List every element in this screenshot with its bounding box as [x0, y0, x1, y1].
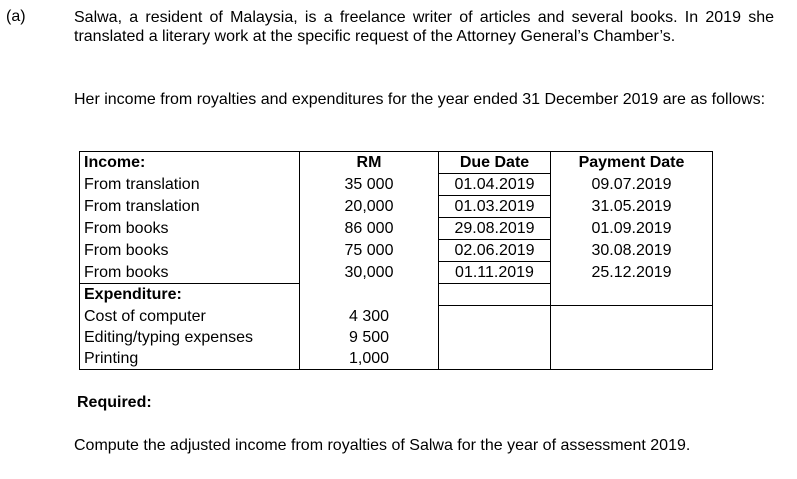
empty-cell: [439, 327, 551, 348]
income-amount: 86 000: [300, 218, 439, 240]
income-due-date: 01.04.2019: [439, 174, 551, 196]
empty-cell: [439, 348, 551, 370]
empty-cell: [439, 284, 551, 306]
income-amount: 30,000: [300, 262, 439, 284]
income-payment-date: 31.05.2019: [551, 196, 713, 218]
expenditure-item: Printing: [80, 348, 300, 370]
income-due-date: 01.11.2019: [439, 262, 551, 284]
table-row: [80, 174, 713, 196]
table-row: [80, 262, 713, 284]
income-due-date: 29.08.2019: [439, 218, 551, 240]
income-due-date: 01.03.2019: [439, 196, 551, 218]
income-payment-date: 30.08.2019: [551, 240, 713, 262]
table-row: [80, 306, 713, 328]
income-item: From translation: [80, 174, 300, 196]
expenditure-amount: 9 500: [300, 327, 439, 348]
expenditure-header-row: [80, 284, 713, 306]
question-label: (a): [6, 8, 26, 25]
income-amount: 75 000: [300, 240, 439, 262]
empty-cell: [551, 348, 713, 370]
income-item: From books: [80, 240, 300, 262]
empty-cell: [439, 306, 551, 328]
empty-cell: [551, 327, 713, 348]
expenditure-header: Expenditure:: [80, 284, 300, 306]
income-payment-date: 09.07.2019: [551, 174, 713, 196]
intro-paragraph: Salwa, a resident of Malaysia, is a freelance writer of articles and several books. In 2019 she translated a literary work at the specific request of the Attorney General’s Chamber’s.: [74, 9, 774, 45]
income-amount: 35 000: [300, 174, 439, 196]
income-item: From books: [80, 218, 300, 240]
table-row: [80, 348, 713, 370]
income-payment-date: 01.09.2019: [551, 218, 713, 240]
table-row: [80, 196, 713, 218]
table-row: [80, 240, 713, 262]
required-heading: Required:: [77, 394, 152, 411]
task-paragraph: Compute the adjusted income from royalties of Salwa for the year of assessment 2019.: [74, 437, 691, 454]
income-item: From books: [80, 262, 300, 284]
header-due-date: Due Date: [439, 152, 551, 174]
expenditure-amount: 4 300: [300, 306, 439, 328]
empty-cell: [300, 284, 439, 306]
empty-cell: [551, 306, 713, 328]
income-payment-date: 25.12.2019: [551, 262, 713, 284]
table-header-row: [80, 152, 713, 174]
expenditure-item: Cost of computer: [80, 306, 300, 328]
table-row: [80, 218, 713, 240]
income-due-date: 02.06.2019: [439, 240, 551, 262]
expenditure-item: Editing/typing expenses: [80, 327, 300, 348]
header-amount: RM: [300, 152, 439, 174]
royalty-table: [79, 151, 713, 370]
income-item: From translation: [80, 196, 300, 218]
empty-cell: [551, 284, 713, 306]
income-amount: 20,000: [300, 196, 439, 218]
lead-paragraph: Her income from royalties and expenditures for the year ended 31 December 2019 are as follows:: [74, 91, 766, 108]
expenditure-amount: 1,000: [300, 348, 439, 370]
header-payment-date: Payment Date: [551, 152, 713, 174]
header-item: Income:: [80, 152, 300, 174]
table-row: [80, 327, 713, 348]
